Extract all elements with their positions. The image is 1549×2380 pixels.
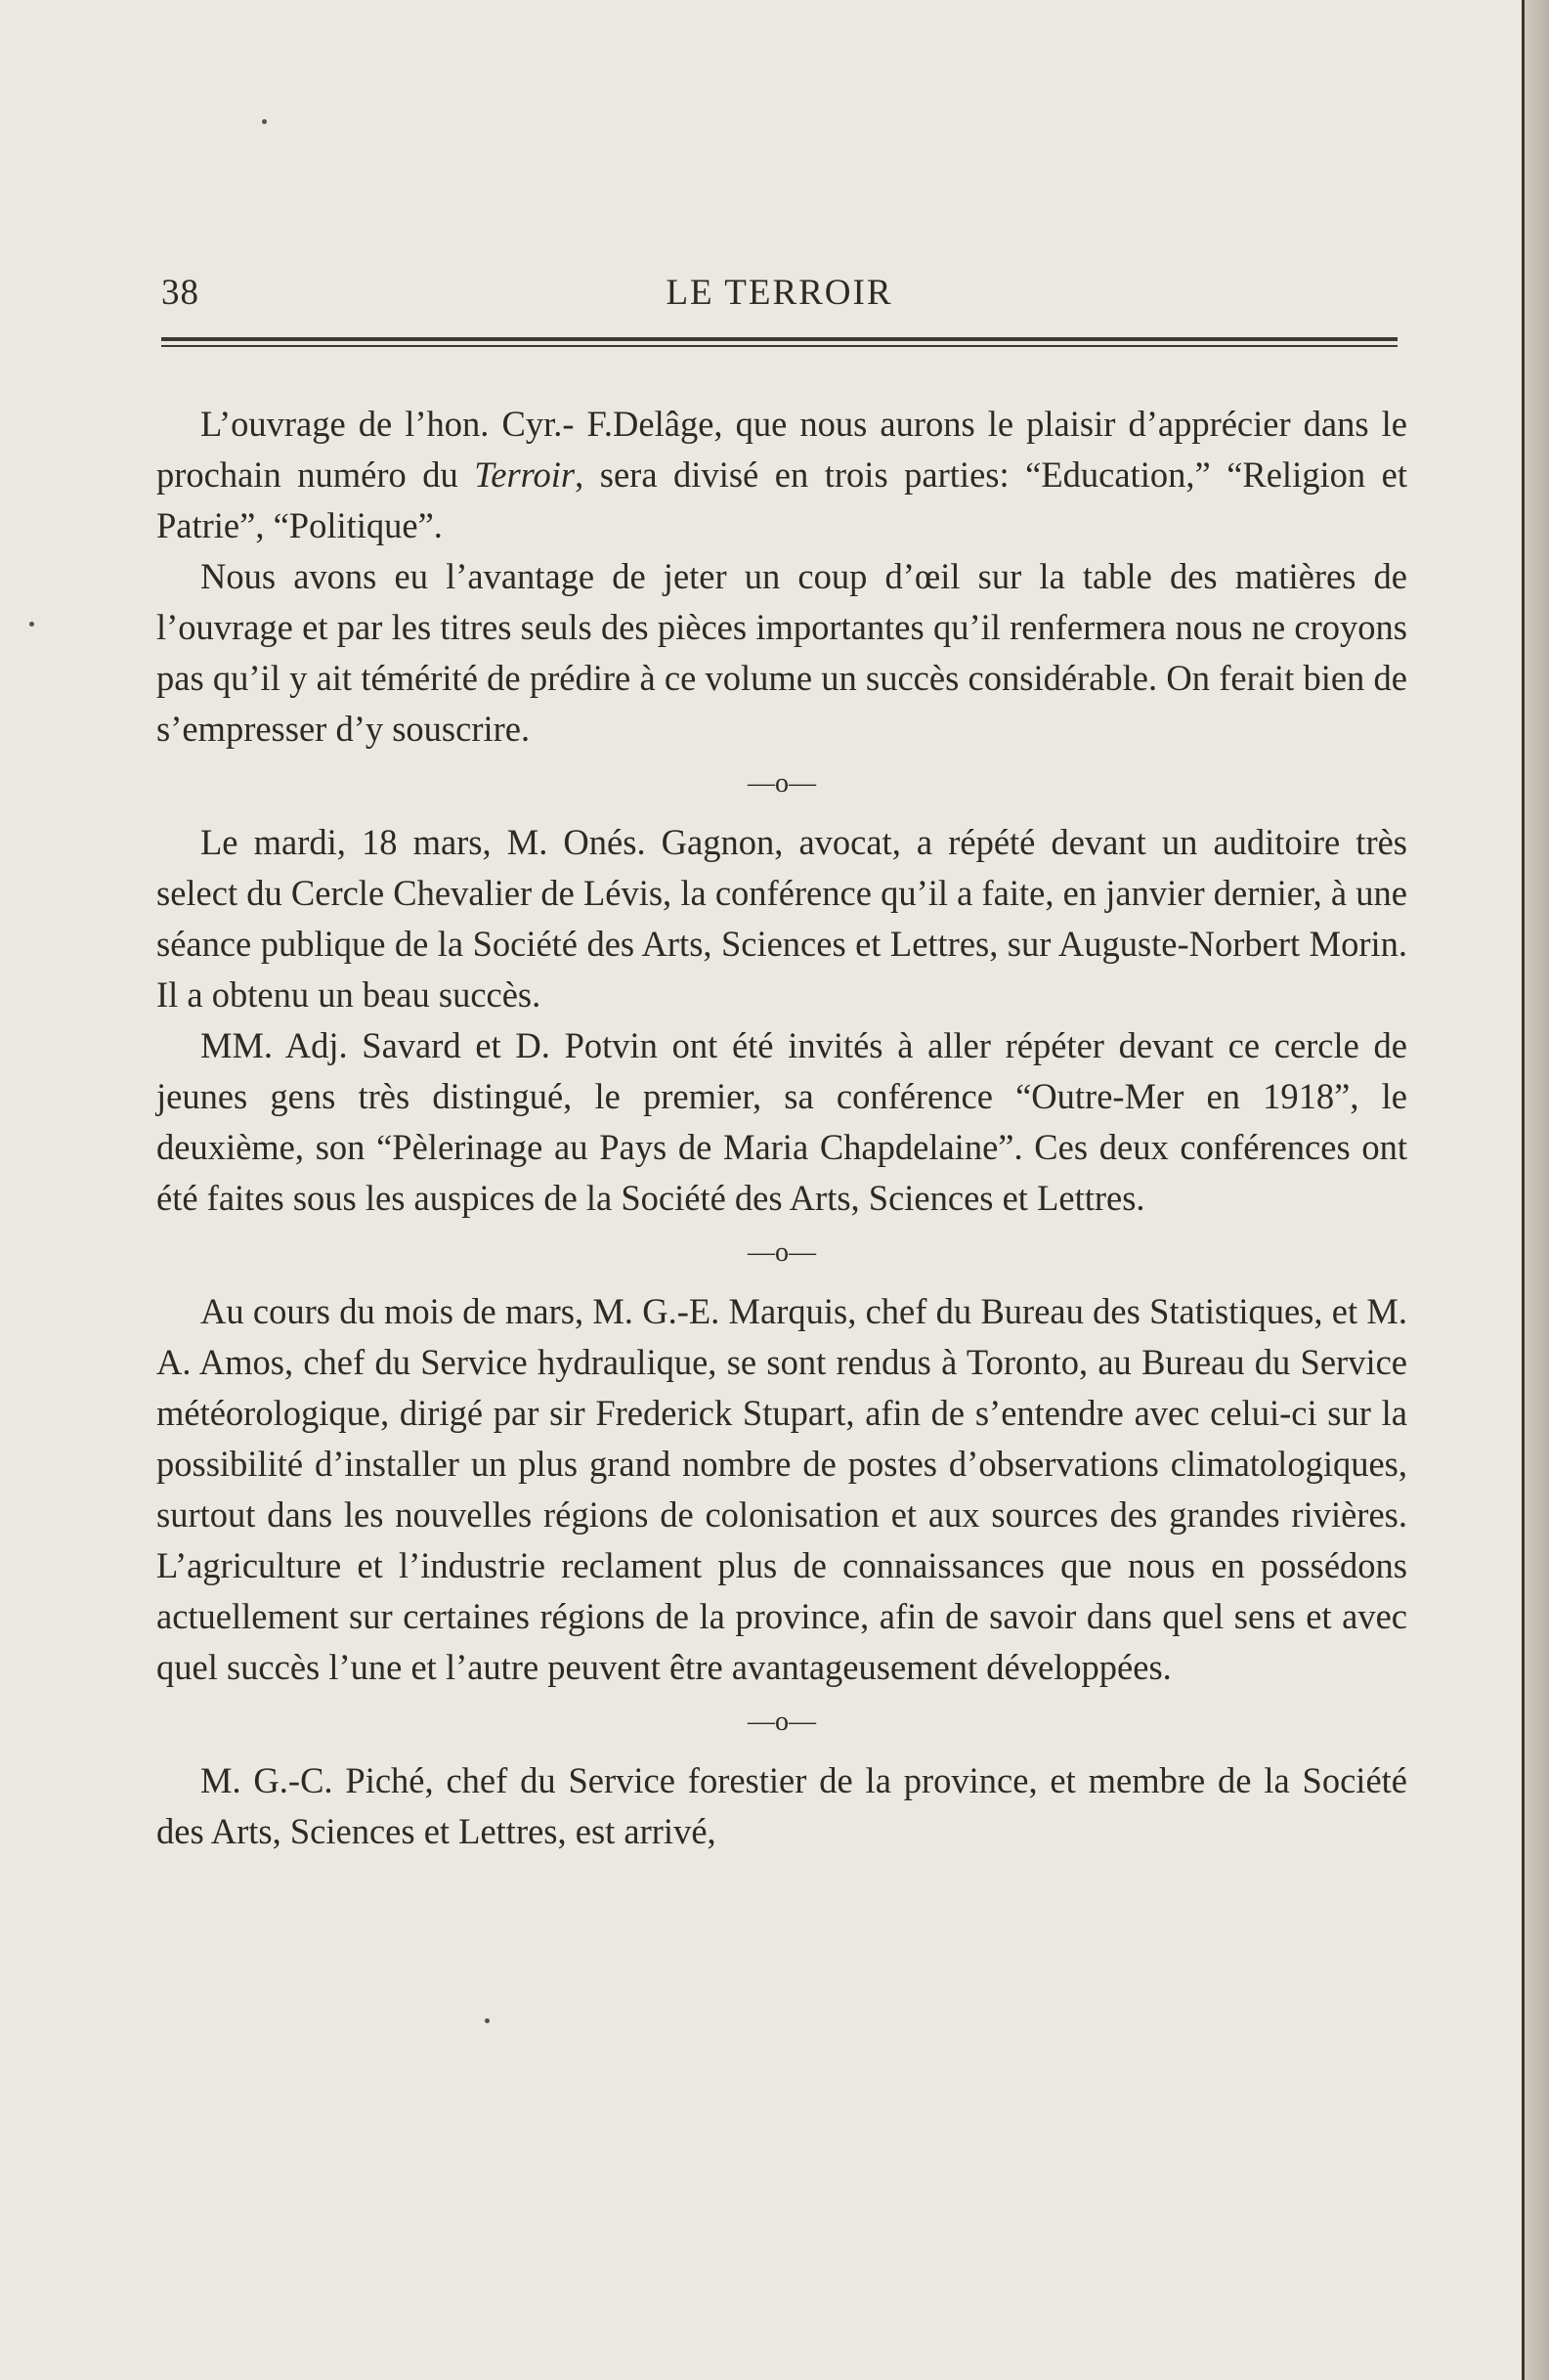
header-rule-thin (161, 345, 1398, 347)
section-separator: —o— (748, 768, 816, 799)
paragraph-text: Au cours du mois de mars, M. G.-E. Marquis, chef du Bureau des Statistiques, et M. A. Amos, chef du Service hydraulique, se sont rendus à Toronto, au Bureau du Service météorologique, dirigé par sir Frederick Stupart, afin de s’entendre avec celui-ci sur la possibilité d’installer un plus grand nombre de postes d’observations climatologiques, surtout dans les nouvelles régions de colonisation et aux sources des grandes rivières. L’agriculture et l’industrie reclament plus de connaissances que nous en possédons actuellement sur certaines régions de la province, afin de savoir dans quel sens et avec quel succès l’une et l’autre peuvent être avantageusement développées. (156, 1291, 1407, 1687)
paragraph-text: Nous avons eu l’avantage de jeter un coup d’œil sur la table des matières de l’ouvrage et par les titres seuls des pièces importantes qu’il renfermera nous ne croyons pas qu’il y ait témérité de prédire à ce volume un succès considérable. On ferait bien de s’empresser d’y souscrire. (156, 556, 1407, 749)
paragraph-text: MM. Adj. Savard et D. Potvin ont été invités à aller répéter devant ce cercle de jeunes gens très distingué, le premier, sa conférence “Outre-Mer en 1918”, le deuxième, son “Pèlerinage au Pays de Maria Chapdelaine”. Ces deux conférences ont été faites sous les auspices de la Société des Arts, Sciences et Lettres. (156, 1025, 1407, 1218)
page-header (161, 266, 1398, 325)
section-separator: —o— (748, 1237, 816, 1268)
paragraph (156, 399, 1407, 551)
section-separator: —o— (748, 1707, 816, 1737)
paragraph (156, 1020, 1407, 1224)
paragraph-text: Le mardi, 18 mars, M. Onés. Gagnon, avocat, a répété devant un auditoire très select du Cercle Chevalier de Lévis, la conférence qu’il a faite, en janvier dernier, à une séance publique de la Société des Arts, Sciences et Lettres, sur Auguste-Norbert Morin. Il a obtenu un beau succès. (156, 822, 1407, 1015)
paragraph-text: L’ouvrage de l’hon. Cyr.- F.Delâge, que nous aurons le plaisir d’apprécier dans le prochain numéro du (156, 404, 1407, 495)
paragraph (156, 1755, 1407, 1857)
speck (29, 622, 34, 627)
paragraph-text: , sera divisé en trois parties: “Education,” “Religion et Patrie”, “Politique”. (156, 454, 1407, 545)
page-number: 38 (161, 273, 199, 313)
italic-text: Terroir (474, 454, 576, 495)
header-rule-thick (161, 337, 1398, 341)
paragraph (156, 817, 1407, 1020)
speck (262, 119, 267, 124)
article-body (156, 399, 1407, 1857)
paragraph (156, 551, 1407, 755)
paragraph-text: M. G.-C. Piché, chef du Service forestier de la province, et membre de la Société des Arts, Sciences et Lettres, est arrivé, (156, 1760, 1407, 1851)
running-title: LE TERROIR (666, 273, 893, 313)
page-edge (1525, 0, 1549, 2380)
paragraph (156, 1286, 1407, 1693)
speck (485, 2018, 490, 2023)
